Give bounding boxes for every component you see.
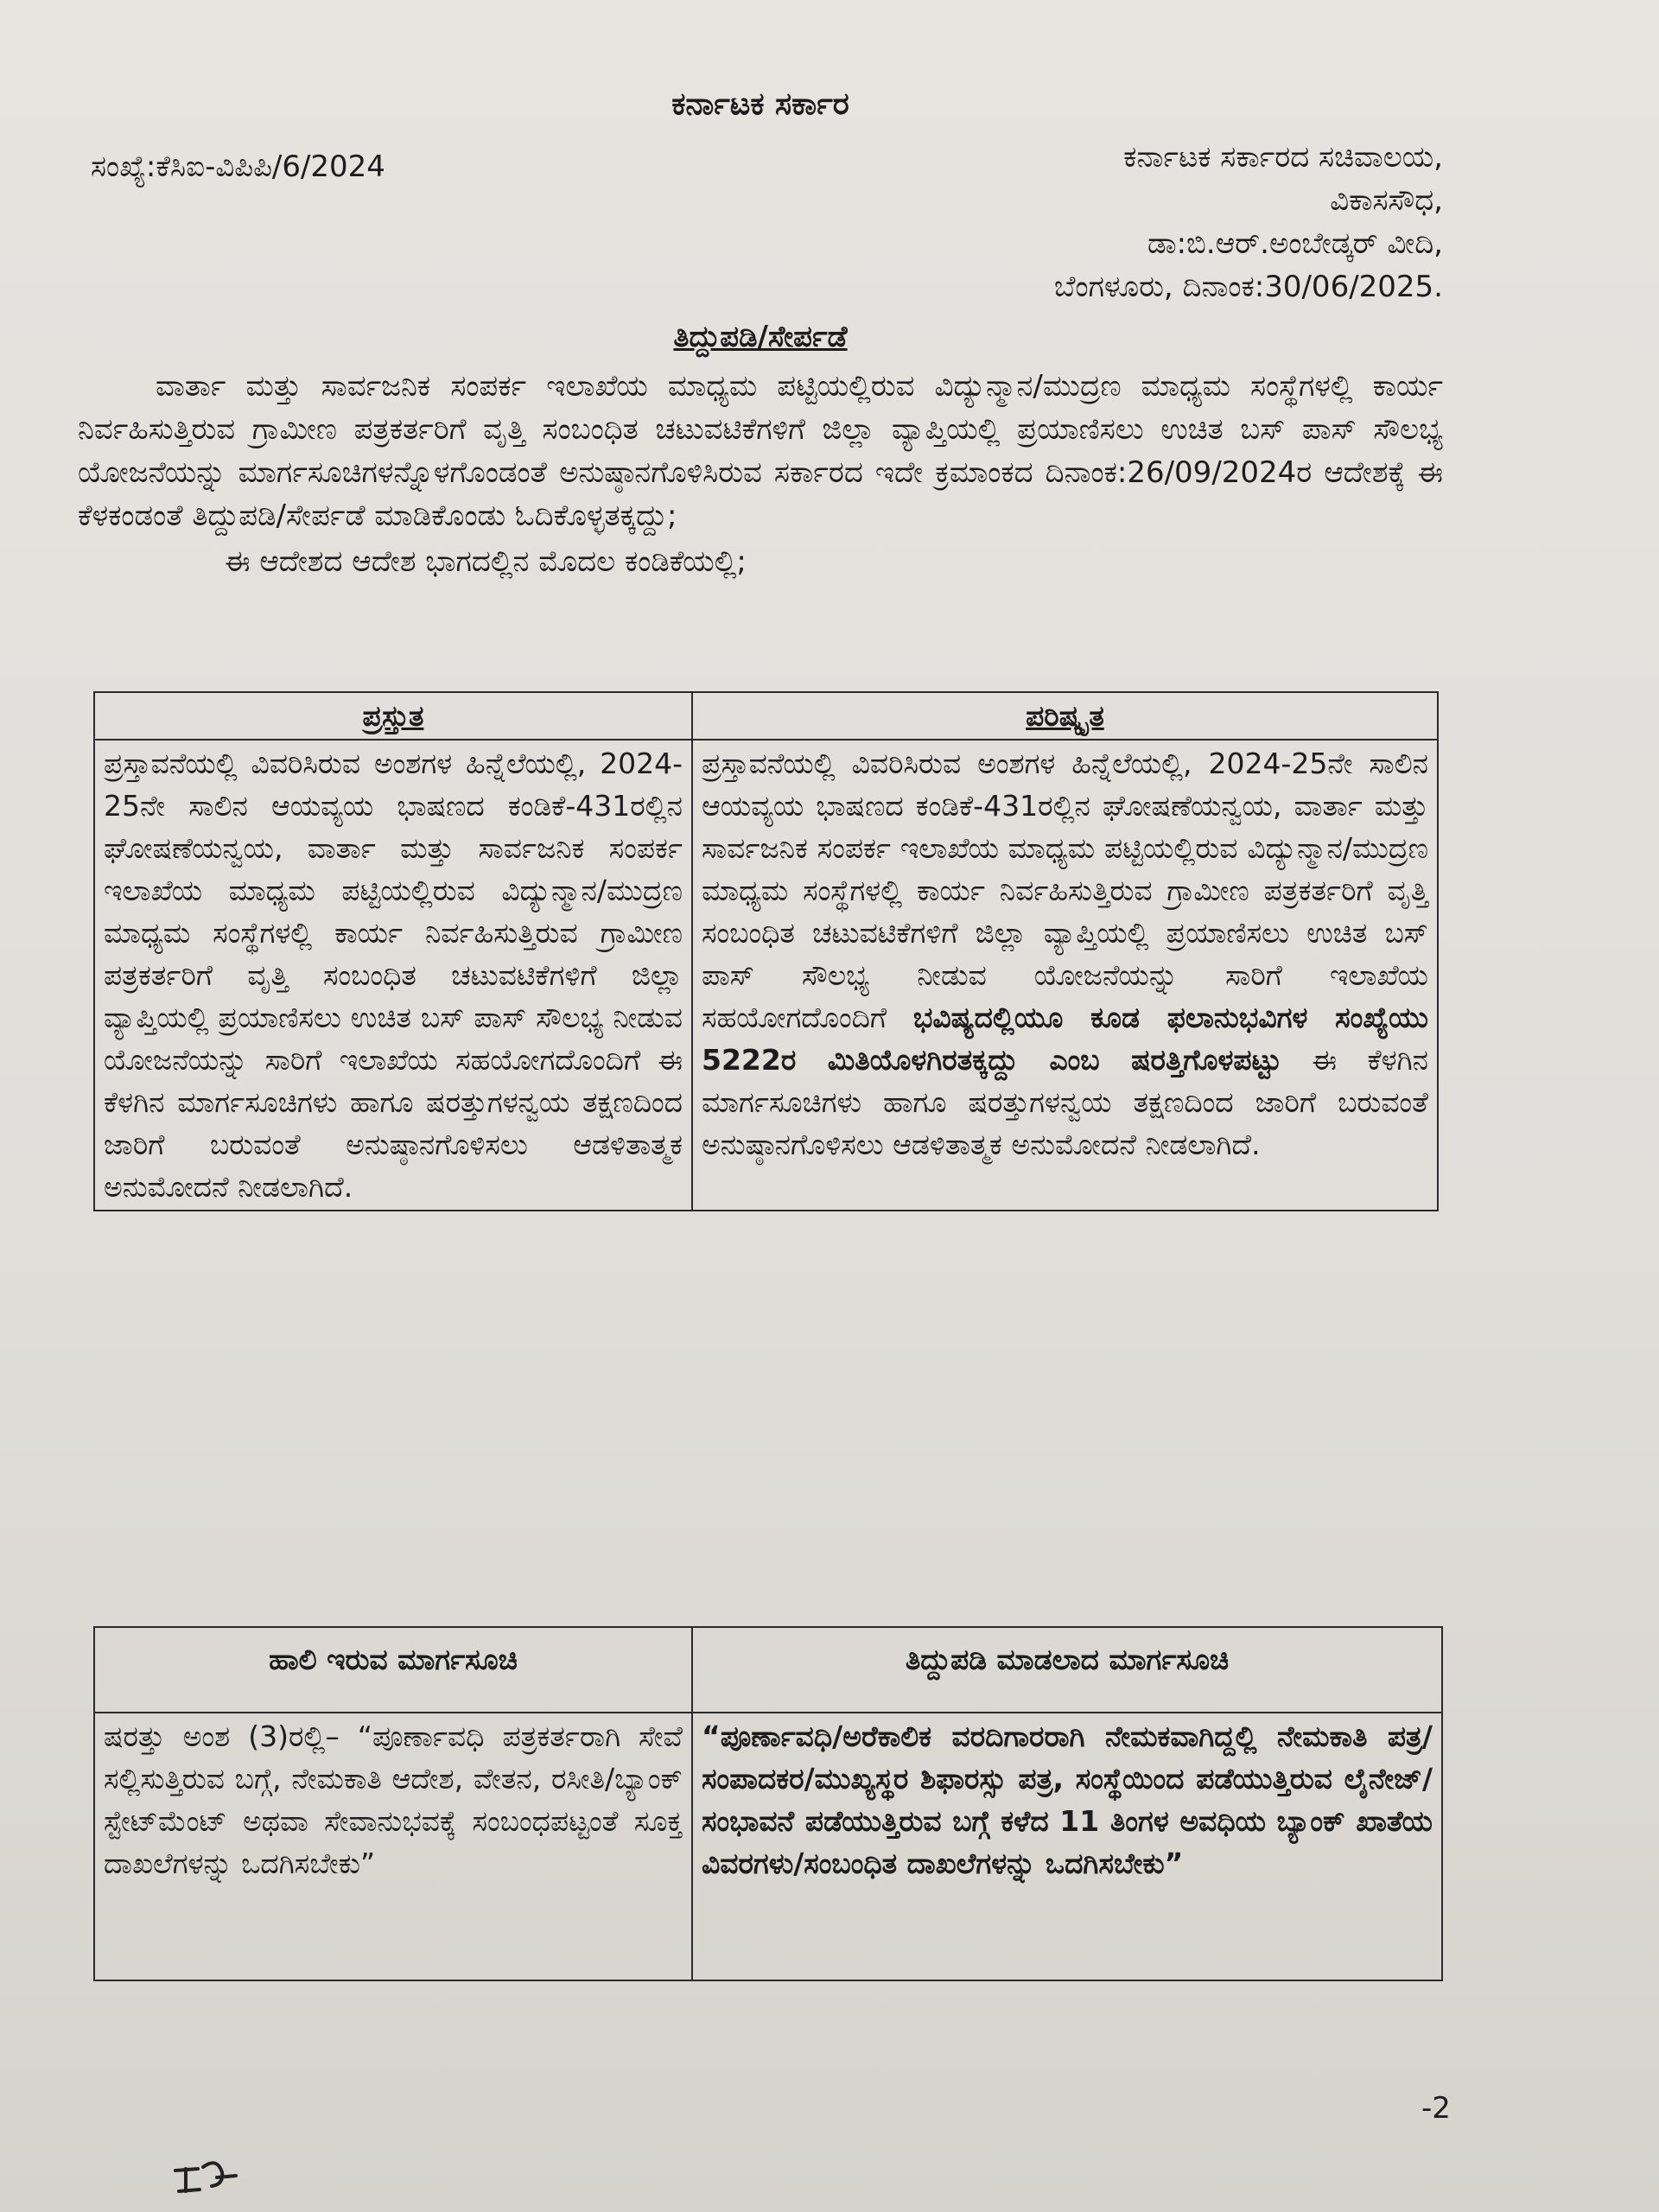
amendment-table-1 <box>93 691 1439 1211</box>
table1-existing-cell: ಪ್ರಸ್ತಾವನೆಯಲ್ಲಿ ವಿವರಿಸಿರುವ ಅಂಶಗಳ ಹಿನ್ನೆಲೆಯಲ್ಲಿ, 2024-25ನೇ ಸಾಲಿನ ಆಯವ್ಯಯ ಭಾಷಣದ ಕಂಡಿಕೆ-431ರಲ್ಲಿನ ಘೋಷಣೆಯನ್ವಯ, ವಾರ್ತಾ ಮತ್ತು ಸಾರ್ವಜನಿಕ ಸಂಪರ್ಕ ಇಲಾಖೆಯ ಮಾಧ್ಯಮ ಪಟ್ಟಿಯಲ್ಲಿರುವ ವಿದ್ಯುನ್ಮಾನ/ಮುದ್ರಣ ಮಾಧ್ಯಮ ಸಂಸ್ಥೆಗಳಲ್ಲಿ ಕಾರ್ಯ ನಿರ್ವಹಿಸುತ್ತಿರುವ ಗ್ರಾಮೀಣ ಪತ್ರಕರ್ತರಿಗೆ ವೃತ್ತಿ ಸಂಬಂಧಿತ ಚಟುವಟಿಕೆಗಳಿಗೆ ಜಿಲ್ಲಾ ವ್ಯಾಪ್ತಿಯಲ್ಲಿ ಪ್ರಯಾಣಿಸಲು ಉಚಿತ ಬಸ್ ಪಾಸ್ ಸೌಲಭ್ಯ ನೀಡುವ ಯೋಜನೆಯನ್ನು ಸಾರಿಗೆ ಇಲಾಖೆಯ ಸಹಯೋಗದೊಂದಿಗೆ ಈ ಕೆಳಗಿನ ಮಾರ್ಗಸೂಚಿಗಳು ಹಾಗೂ ಷರತ್ತುಗಳನ್ವಯ ತಕ್ಷಣದಿಂದ ಜಾರಿಗೆ ಬರುವಂತೆ ಅನುಷ್ಠಾನಗೊಳಿಸಲು ಆಡಳಿತಾತ್ಮಕ ಅನುಮೋದನೆ ನೀಡಲಾಗಿದೆ. <box>94 740 692 1211</box>
address-line: ಬೆಂಗಳೂರು, ದಿನಾಂಕ:30/06/2025. <box>1053 270 1443 304</box>
table2-header-revised: ತಿದ್ದುಪಡಿ ಮಾಡಲಾದ ಮಾರ್ಗಸೂಚಿ <box>692 1627 1442 1713</box>
table1-header-existing: ಪ್ರಸ್ತುತ <box>94 692 692 740</box>
table2-header-existing: ಹಾಲಿ ಇರುವ ಮಾರ್ಗಸೂಚಿ <box>94 1627 692 1713</box>
page-number: -2 <box>1421 2091 1451 2126</box>
table1-revised-cell: ಪ್ರಸ್ತಾವನೆಯಲ್ಲಿ ವಿವರಿಸಿರುವ ಅಂಶಗಳ ಹಿನ್ನೆಲೆಯಲ್ಲಿ, 2024-25ನೇ ಸಾಲಿನ ಆಯವ್ಯಯ ಭಾಷಣದ ಕಂಡಿಕೆ-431ರಲ್ಲಿನ ಘೋಷಣೆಯನ್ವಯ, ವಾರ್ತಾ ಮತ್ತು ಸಾರ್ವಜನಿಕ ಸಂಪರ್ಕ ಇಲಾಖೆಯ ಮಾಧ್ಯಮ ಪಟ್ಟಿಯಲ್ಲಿರುವ ವಿದ್ಯುನ್ಮಾನ/ಮುದ್ರಣ ಮಾಧ್ಯಮ ಸಂಸ್ಥೆಗಳಲ್ಲಿ ಕಾರ್ಯ ನಿರ್ವಹಿಸುತ್ತಿರುವ ಗ್ರಾಮೀಣ ಪತ್ರಕರ್ತರಿಗೆ ವೃತ್ತಿ ಸಂಬಂಧಿತ ಚಟುವಟಿಕೆಗಳಿಗೆ ಜಿಲ್ಲಾ ವ್ಯಾಪ್ತಿಯಲ್ಲಿ ಪ್ರಯಾಣಿಸಲು ಉಚಿತ ಬಸ್ ಪಾಸ್ ಸೌಲಭ್ಯ ನೀಡುವ ಯೋಜನೆಯನ್ನು ಸಾರಿಗೆ ಇಲಾಖೆಯ ಸಹಯೋಗದೊಂದಿಗೆ ಭವಿಷ್ಯದಲ್ಲಿಯೂ ಕೂಡ ಫಲಾನುಭವಿಗಳ ಸಂಖ್ಯೆಯು 5222ರ ಮಿತಿಯೊಳಗಿರತಕ್ಕದ್ದು ಎಂಬ ಷರತ್ತಿಗೊಳಪಟ್ಟು ಈ ಕೆಳಗಿನ ಮಾರ್ಗಸೂಚಿಗಳು ಹಾಗೂ ಷರತ್ತುಗಳನ್ವಯ ತಕ್ಷಣದಿಂದ ಜಾರಿಗೆ ಬರುವಂತೆ ಅನುಷ್ಠಾನಗೊಳಿಸಲು ಆಡಳಿತಾತ್ಮಕ ಅನುಮೋದನೆ ನೀಡಲಾಗಿದೆ. <box>692 740 1438 1211</box>
address-line: ವಿಕಾಸಸೌಧ, <box>1330 183 1443 218</box>
government-title: ಕರ್ನಾಟಕ ಸರ್ಕಾರ <box>671 86 849 122</box>
amendment-table-2 <box>93 1626 1443 1981</box>
table1-header-revised: ಪರಿಷ್ಕೃತ <box>692 692 1438 740</box>
office-address <box>1054 136 1443 308</box>
table2-revised-cell: “ಪೂರ್ಣಾವಧಿ/ಅರೆಕಾಲಿಕ ವರದಿಗಾರರಾಗಿ ನೇಮಕವಾಗಿದ್ದಲ್ಲಿ ನೇಮಕಾತಿ ಪತ್ರ/ ಸಂಪಾದಕರ/ಮುಖ್ಯಸ್ಥರ ಶಿಫಾರಸ್ಸು ಪತ್ರ, ಸಂಸ್ಥೆಯಿಂದ ಪಡೆಯುತ್ತಿರುವ ಲೈನೇಜ್/ ಸಂಭಾವನೆ ಪಡೆಯುತ್ತಿರುವ ಬಗ್ಗೆ ಕಳೆದ 11 ತಿಂಗಳ ಅವಧಿಯ ಬ್ಯಾಂಕ್ ಖಾತೆಯ ವಿವರಗಳು/ಸಂಬಂಧಿತ ದಾಖಲೆಗಳನ್ನು ಒದಗಿಸಬೇಕು” <box>692 1713 1442 1980</box>
order-header <box>78 136 1443 304</box>
subject-heading: ತಿದ್ದುಪಡಿ/ಸೇರ್ಪಡೆ <box>673 320 848 354</box>
signature-initials <box>168 2152 246 2207</box>
intro-paragraph: ವಾರ್ತಾ ಮತ್ತು ಸಾರ್ವಜನಿಕ ಸಂಪರ್ಕ ಇಲಾಖೆಯ ಮಾಧ್ಯಮ ಪಟ್ಟಿಯಲ್ಲಿರುವ ವಿದ್ಯುನ್ಮಾನ/ಮುದ್ರಣ ಮಾಧ್ಯಮ ಸಂಸ್ಥೆಗಳಲ್ಲಿ ಕಾರ್ಯ ನಿರ್ವಹಿಸುತ್ತಿರುವ ಗ್ರಾಮೀಣ ಪತ್ರಕರ್ತರಿಗೆ ವೃತ್ತಿ ಸಂಬಂಧಿತ ಚಟುವಟಿಕೆಗಳಿಗೆ ಜಿಲ್ಲಾ ವ್ಯಾಪ್ತಿಯಲ್ಲಿ ಪ್ರಯಾಣಿಸಲು ಉಚಿತ ಬಸ್ ಪಾಸ್ ಸೌಲಭ್ಯ ಯೋಜನೆಯನ್ನು ಮಾರ್ಗಸೂಚಿಗಳನ್ನೊಳಗೊಂಡಂತೆ ಅನುಷ್ಠಾನಗೊಳಿಸಿರುವ ಸರ್ಕಾರದ ಇದೇ ಕ್ರಮಾಂಕದ ದಿನಾಂಕ:26/09/2024ರ ಆದೇಶಕ್ಕೆ ಈ ಕೆಳಕಂಡಂತೆ ತಿದ್ದುಪಡಿ/ಸೇರ್ಪಡೆ ಮಾಡಿಕೊಂಡು ಓದಿಕೊಳ್ಳತಕ್ಕದ್ದು; <box>78 369 1443 533</box>
order-number: ಸಂಖ್ಯೆ:ಕೆಸಿಐ-ವಿಪಿಪಿ/6/2024 <box>91 149 385 184</box>
reference-line: ಈ ಆದೇಶದ ಆದೇಶ ಭಾಗದಲ್ಲಿನ ಮೊದಲ ಕಂಡಿಕೆಯಲ್ಲಿ; <box>225 544 747 579</box>
highlighted-condition: ಭವಿಷ್ಯದಲ್ಲಿಯೂ ಕೂಡ ಫಲಾನುಭವಿಗಳ ಸಂಖ್ಯೆಯು 5222ರ ಮಿತಿಯೊಳಗಿರತಕ್ಕದ್ದು ಎಂಬ ಷರತ್ತಿಗೊಳಪಟ್ಟು <box>702 1001 1428 1077</box>
table2-existing-cell: ಷರತ್ತು ಅಂಶ (3)ರಲ್ಲಿ– “ಪೂರ್ಣಾವಧಿ ಪತ್ರಕರ್ತರಾಗಿ ಸೇವೆ ಸಲ್ಲಿಸುತ್ತಿರುವ ಬಗ್ಗೆ, ನೇಮಕಾತಿ ಆದೇಶ, ವೇತನ, ರಸೀತಿ/ಬ್ಯಾಂಕ್ ಸ್ಟೇಟ್‌ಮೆಂಟ್ ಅಥವಾ ಸೇವಾನುಭವಕ್ಕೆ ಸಂಬಂಧಪಟ್ಟಂತೆ ಸೂಕ್ತ ದಾಖಲೆಗಳನ್ನು ಒದಗಿಸಬೇಕು” <box>94 1713 692 1980</box>
address-line: ಕರ್ನಾಟಕ ಸರ್ಕಾರದ ಸಚಿವಾಲಯ, <box>1123 140 1443 175</box>
address-line: ಡಾ:ಬಿ.ಆರ್.ಅಂಬೇಡ್ಕರ್ ವೀದಿ, <box>1147 226 1443 261</box>
order-document <box>78 82 1443 584</box>
